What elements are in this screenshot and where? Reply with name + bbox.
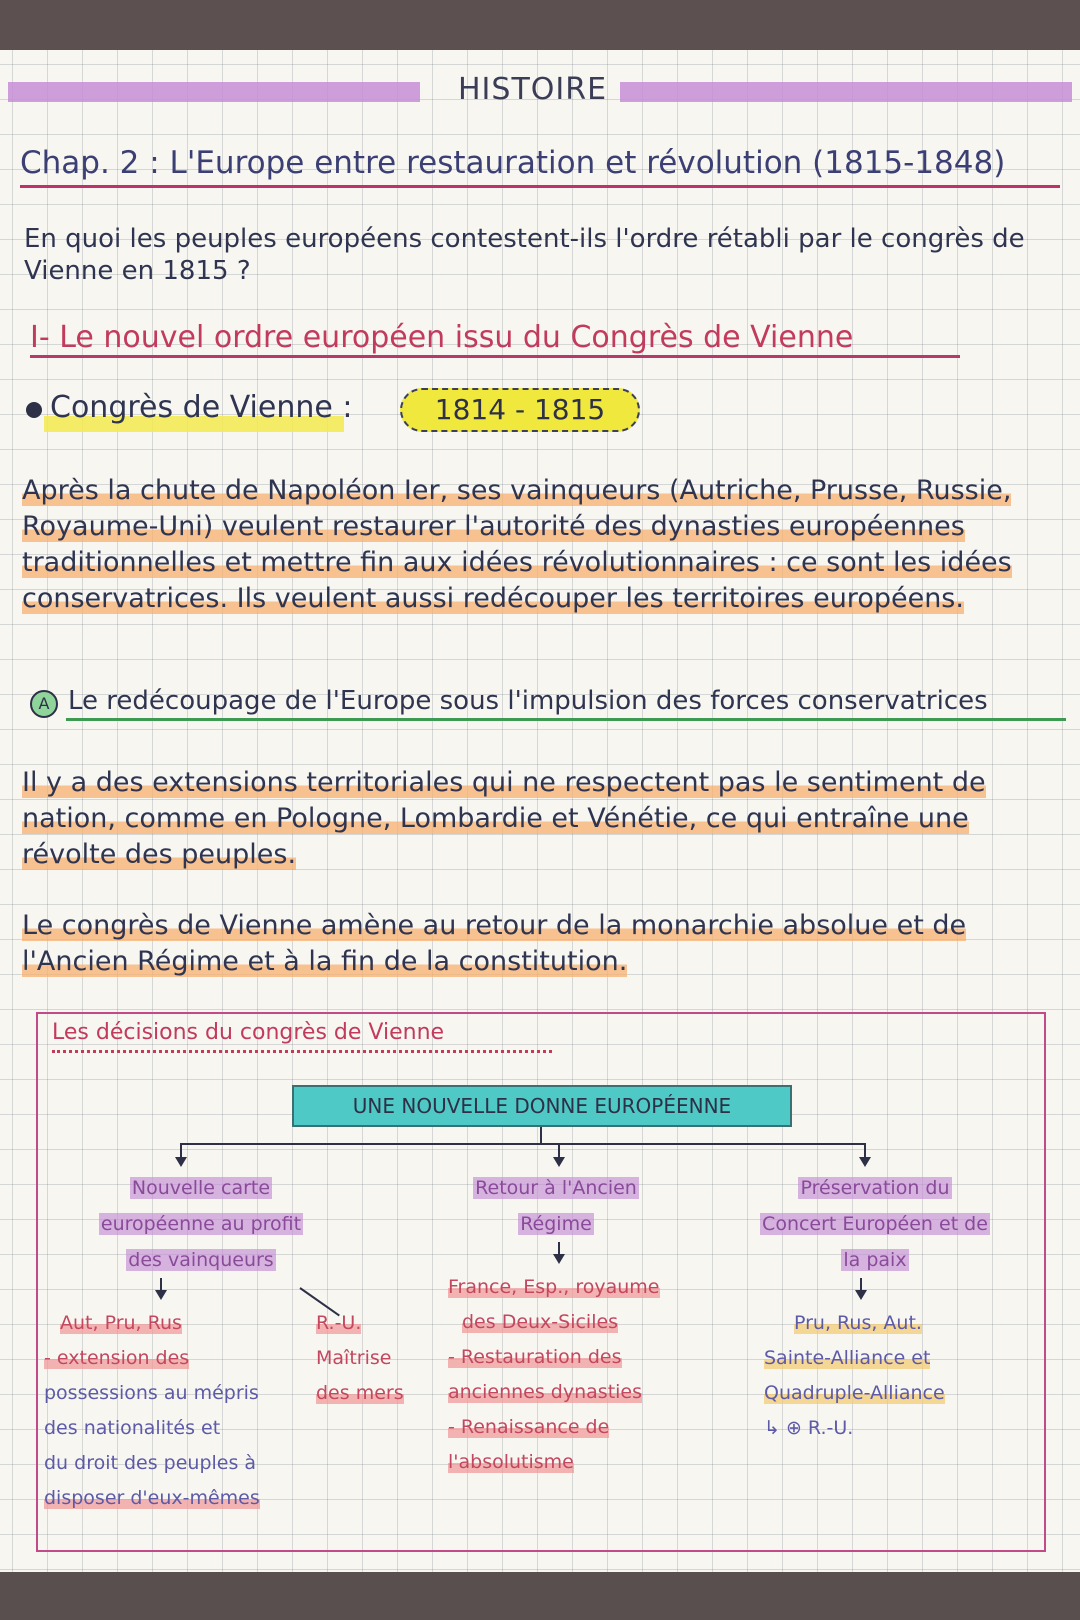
branch-2-leaf xyxy=(448,1270,718,1480)
leaf-2-text-6: l'absolutisme xyxy=(448,1451,574,1473)
branch-3-leaf xyxy=(764,1306,1044,1446)
leaf-1b-line-3 xyxy=(316,1376,426,1411)
leaf-3-text-1: Pru, Rus, Aut. xyxy=(794,1312,922,1334)
leaf-1a-line-3 xyxy=(44,1376,304,1411)
branch-1-text-2: européenne au profit xyxy=(100,1213,302,1235)
paragraph-2 xyxy=(22,765,1062,873)
paragraph-3 xyxy=(22,908,1062,980)
leaf-2-line-6 xyxy=(448,1445,718,1480)
branch-1-text-3: des vainqueurs xyxy=(128,1249,274,1271)
branch-1-label xyxy=(56,1170,346,1278)
header-bar-left xyxy=(8,82,420,102)
leaf-2-line-4 xyxy=(448,1375,718,1410)
arrow-down-icon xyxy=(155,1290,167,1300)
branch-1-right-leaf xyxy=(316,1306,426,1411)
leaf-3-text-3: Quadruple-Alliance xyxy=(764,1382,945,1404)
subsection-a-underline xyxy=(66,718,1066,721)
leaf-1b-text-3: des mers xyxy=(316,1382,404,1404)
background-top xyxy=(0,0,1080,52)
branch-3-line-1 xyxy=(740,1170,1010,1206)
branch-3-label xyxy=(740,1170,1010,1278)
leaf-2-text-4: anciennes dynasties xyxy=(448,1381,643,1403)
page-title: HISTOIRE xyxy=(458,72,608,107)
arrow-down-icon xyxy=(553,1254,565,1264)
chapter-underline xyxy=(20,185,1060,188)
leaf-2-text-3: - Restauration des xyxy=(448,1346,622,1368)
branch-1-left-leaf xyxy=(44,1306,304,1516)
leaf-3-text-2: Sainte-Alliance et xyxy=(764,1347,931,1369)
leaf-1a-line-4 xyxy=(44,1411,304,1446)
leaf-1a-line-2 xyxy=(44,1341,304,1376)
branch-2-text-2: Régime xyxy=(520,1213,592,1235)
subsection-a-marker: A xyxy=(30,690,58,718)
leaf-3-text-4: ↳ ⊕ R.-U. xyxy=(764,1417,854,1439)
arrow-down-icon xyxy=(175,1157,187,1167)
branch-2-line-1 xyxy=(436,1170,676,1206)
branch-3-line-2 xyxy=(740,1206,1010,1242)
arrow-down-icon xyxy=(855,1290,867,1300)
branch-3-text-3: la paix xyxy=(843,1249,907,1271)
leaf-2-line-3 xyxy=(448,1340,718,1375)
branch-3-line-3 xyxy=(740,1242,1010,1278)
leaf-2-text-2: des Deux-Siciles xyxy=(462,1311,619,1333)
leaf-1b-text-1: R.-U. xyxy=(316,1312,362,1334)
branch-2-line-2 xyxy=(436,1206,676,1242)
leaf-1a-text-1: Aut, Pru, Rus xyxy=(60,1312,182,1334)
leaf-3-line-2 xyxy=(764,1341,1044,1376)
leaf-3-line-3 xyxy=(764,1376,1044,1411)
branch-connector-horizontal xyxy=(180,1143,866,1145)
subsection-a-title: Le redécoupage de l'Europe sous l'impulsion des forces conservatrices xyxy=(68,686,988,716)
leaf-1a-line-1 xyxy=(44,1306,304,1341)
paragraph-2-text: Il y a des extensions territoriales qui ne respectent pas le sentiment de nation, comme en Pologne, Lombardie et Vénétie, ce qui entraîne une révolte des peuples. xyxy=(22,767,986,870)
leaf-1b-line-1 xyxy=(316,1306,426,1341)
leaf-1a-line-6 xyxy=(44,1481,304,1516)
paragraph-1 xyxy=(22,473,1062,617)
leaf-1a-text-3: possessions au mépris xyxy=(44,1382,259,1404)
arrow-down-icon xyxy=(859,1157,871,1167)
chapter-title: Chap. 2 : L'Europe entre restauration et révolution (1815-1848) xyxy=(20,145,1006,181)
branch-1-line-1 xyxy=(56,1170,346,1206)
leaf-1a-text-4: des nationalités et xyxy=(44,1417,221,1439)
leaf-2-line-1 xyxy=(448,1270,718,1305)
branch-1-line-3 xyxy=(56,1242,346,1278)
branch-3-text-2: Concert Européen et de xyxy=(762,1213,988,1235)
branch-2-text-1: Retour à l'Ancien xyxy=(475,1177,637,1199)
branch-3-text-1: Préservation du xyxy=(800,1177,950,1199)
diagram-title-underline xyxy=(52,1050,552,1053)
branch-1-text-1: Nouvelle carte xyxy=(131,1177,271,1199)
diagram-hub: UNE NOUVELLE DONNE EUROPÉENNE xyxy=(292,1085,792,1127)
paragraph-1-text: Après la chute de Napoléon Ier, ses vainqueurs (Autriche, Prusse, Russie, Royaume-Uni) veulent restaurer l'autorité des dynasties européennes traditionnelles et mettre fin aux idées révolutionnaires : ce sont les idées conservatrices. Ils veulent aussi redécouper les territoires européens. xyxy=(22,475,1012,614)
header-bar-right xyxy=(620,82,1072,102)
leaf-2-text-1: France, Esp., royaume xyxy=(448,1276,660,1298)
section-1-title: I- Le nouvel ordre européen issu du Congrès de Vienne xyxy=(30,320,854,355)
branch-2-label xyxy=(436,1170,676,1242)
bullet-icon xyxy=(26,402,42,418)
leaf-3-line-4 xyxy=(764,1411,1044,1446)
leaf-2-line-2 xyxy=(448,1305,718,1340)
paragraph-3-text: Le congrès de Vienne amène au retour de la monarchie absolue et de l'Ancien Régime et à la fin de la constitution. xyxy=(22,910,967,977)
diagram-title: Les décisions du congrès de Vienne xyxy=(52,1020,445,1045)
congres-dates-badge: 1814 - 1815 xyxy=(400,388,640,432)
leaf-1b-line-2 xyxy=(316,1341,426,1376)
branch-1-line-2 xyxy=(56,1206,346,1242)
problem-question: En quoi les peuples européens contestent-ils l'ordre rétabli par le congrès de Vienne en 1815 ? xyxy=(24,224,1025,286)
leaf-1a-text-2: - extension des xyxy=(44,1347,190,1369)
leaf-3-line-1 xyxy=(764,1306,1044,1341)
leaf-1a-line-5 xyxy=(44,1446,304,1481)
congres-label: Congrès de Vienne : xyxy=(50,390,353,425)
background-bottom xyxy=(0,1572,1080,1620)
arrow-down-icon xyxy=(553,1157,565,1167)
leaf-2-line-5 xyxy=(448,1410,718,1445)
hub-connector xyxy=(540,1127,542,1143)
leaf-1a-text-6: disposer d'eux-mêmes xyxy=(44,1487,260,1509)
leaf-2-text-5: - Renaissance de xyxy=(448,1416,610,1438)
section-1-underline xyxy=(30,355,960,358)
leaf-1a-text-5: du droit des peuples à xyxy=(44,1452,257,1474)
leaf-1b-text-2: Maîtrise xyxy=(316,1347,392,1369)
